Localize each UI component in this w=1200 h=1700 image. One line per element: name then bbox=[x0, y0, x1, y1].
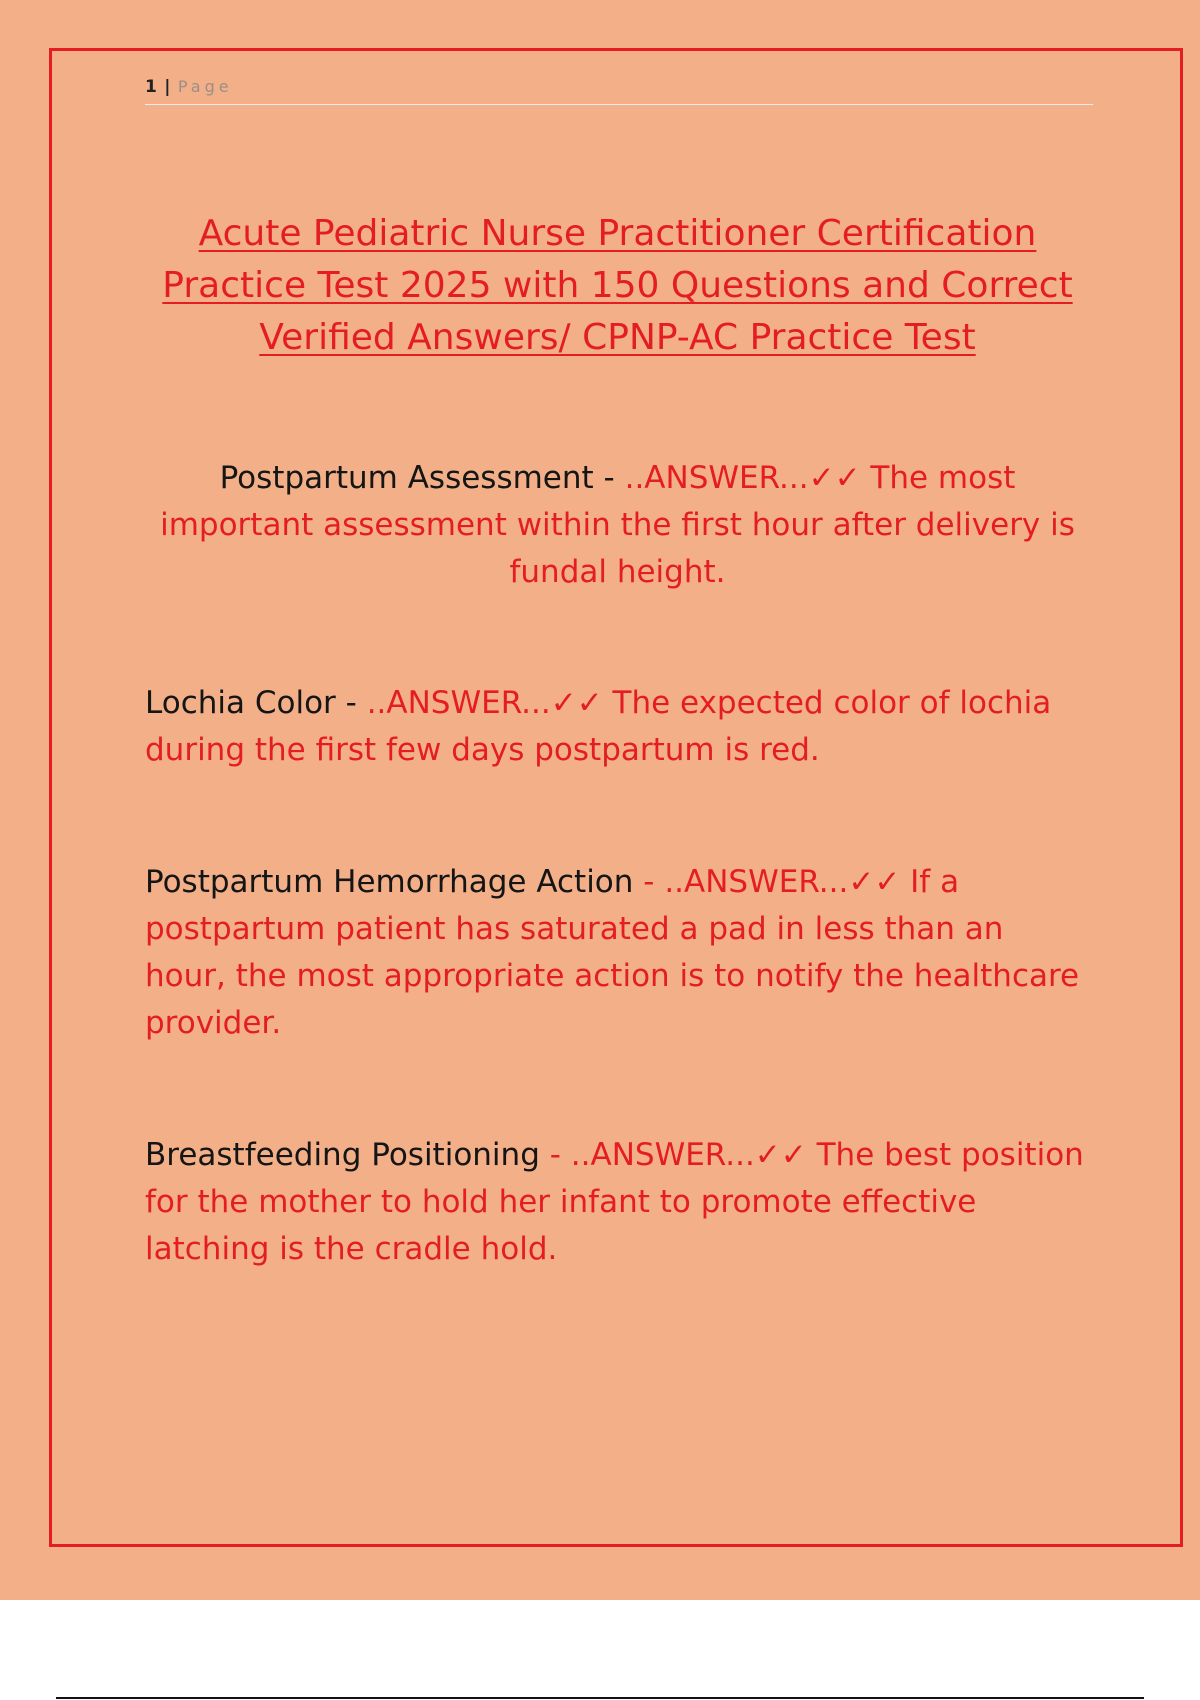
answer-tag: ..ANSWER...✓✓ bbox=[570, 1137, 807, 1173]
qa-answer: If a postpartum patient has saturated a pad in less than an hour, the most appropriate action is to notify the healthcare provider. bbox=[145, 864, 1080, 1041]
page-label: Page bbox=[177, 77, 233, 96]
answer-tag: ..ANSWER...✓✓ bbox=[624, 460, 861, 496]
qa-term: Postpartum Hemorrhage Action bbox=[145, 864, 634, 900]
qa-item bbox=[145, 1132, 1090, 1273]
page-number-separator: | bbox=[164, 77, 171, 97]
document-title: Acute Pediatric Nurse Practitioner Certification Practice Test 2025 with 150 Questions and Correct Verified Answers/ CPNP-AC Practice Test bbox=[162, 213, 1073, 358]
answer-tag: ..ANSWER...✓✓ bbox=[664, 864, 901, 900]
qa-separator: - bbox=[633, 864, 665, 900]
qa-item bbox=[145, 455, 1090, 596]
qa-answer: The best position for the mother to hold her infant to promote effective latching is the cradle hold. bbox=[145, 1137, 1084, 1267]
qa-separator: - bbox=[539, 1137, 571, 1173]
qa-answer: The most important assessment within the first hour after delivery is fundal height. bbox=[160, 460, 1075, 590]
qa-separator: - bbox=[335, 685, 367, 721]
page-number: 1 bbox=[145, 77, 157, 97]
qa-term: Postpartum Assessment bbox=[219, 460, 594, 496]
qa-separator: - bbox=[593, 460, 625, 496]
bottom-divider bbox=[56, 1697, 1144, 1699]
qa-answer: The expected color of lochia during the first few days postpartum is red. bbox=[145, 685, 1052, 768]
qa-term: Breastfeeding Positioning bbox=[145, 1137, 540, 1173]
page-header bbox=[145, 74, 1093, 105]
qa-item bbox=[145, 859, 1090, 1047]
qa-item bbox=[145, 680, 1090, 774]
qa-term: Lochia Color bbox=[145, 685, 336, 721]
answer-tag: ..ANSWER...✓✓ bbox=[366, 685, 603, 721]
